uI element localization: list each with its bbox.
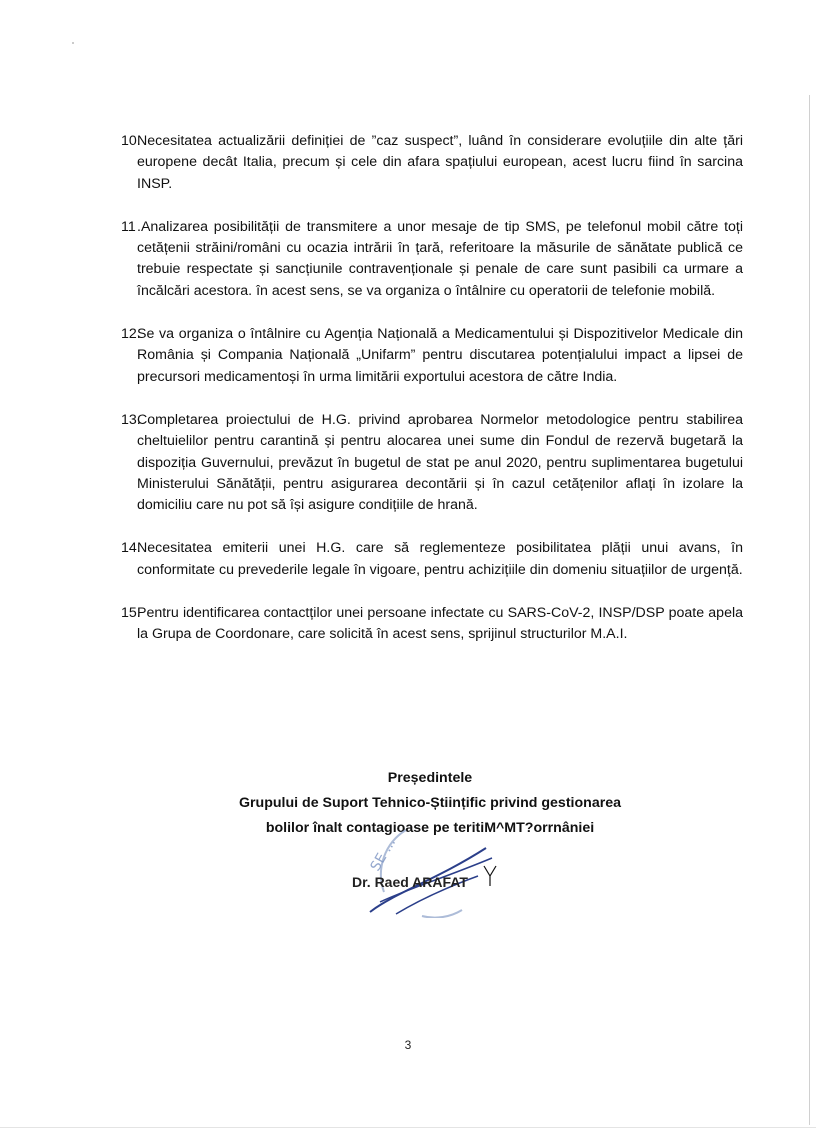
numbered-list <box>121 131 743 668</box>
page-edge-bottom <box>0 1127 816 1128</box>
item-number: 13. <box>121 411 141 428</box>
item-number: 15. <box>121 605 141 622</box>
list-item <box>121 217 743 302</box>
signature-title: Președintele <box>387 770 473 786</box>
item-text: Pentru identificarea contactților unei persoane infectate cu SARS-CoV-2, INSP/DSP poate apela la Grupa de Coordonare, care solicită în acest sens, sprijinul structurilor M.A.I. <box>137 605 743 643</box>
item-text: .Analizarea posibilității de transmitere a unor mesaje de tip SMS, pe telefonul mobil către toți cetățenii străini/români cu ocazia intrării în țară, referitoare la măsurile de sănătate publică ce trebuie respectate și sancțiunile contravenționale și penale de care sunt pasibili ca urmare a încălcări acestora. în acest sens, se va organiza o întâlnire cu operatorii de telefonie mobilă. <box>137 218 743 299</box>
list-item <box>121 603 743 646</box>
list-item <box>121 131 743 195</box>
page-number: 3 <box>404 1038 412 1052</box>
item-text: Necesitatea actualizării definiției de ”caz suspect”, luând în considerare evoluțiile din alte țări europene decât Italia, precum și cele din afara spațiului european, acest lucru fiind în sarcina INSP. <box>137 133 743 192</box>
signature-org-line2: bolilor înalt contagioase pe teritiM^MT?orrnâniei <box>265 820 595 836</box>
item-number: 12. <box>121 326 141 343</box>
signature-org-line1: Grupului de Suport Tehnico-Științific privind gestionarea <box>238 795 622 811</box>
item-text: Necesitatea emiterii unei H.G. care să reglementeze posibilitatea plății unui avans, în conformitate cu prevederile legale în vigoare, pentru achizițiile din domeniu situațiilor de urgență. <box>137 540 743 578</box>
seal-text: SE ... <box>367 835 400 874</box>
item-number: 11 <box>121 218 136 235</box>
page-edge <box>809 95 810 1125</box>
list-item <box>121 410 743 516</box>
official-seal-stamp <box>366 822 498 918</box>
item-number: 10. <box>121 133 141 149</box>
item-number: 14. <box>121 540 141 557</box>
item-text: Completarea proiectului de H.G. privind aprobarea Normelor metodologice pentru stabilirea cheltuielilor pentru carantină și pentru alocarea unei sume din Fondul de rezervă bugetară la dispoziția Guvernului, prevăzut în bugetul de stat pe anul 2020, pentru suplimentarea bugetului Ministerului Sănătății, pentru asigurarea decontării și în cazul cetățenilor aflați în izolare la domiciliu care nu pot să își asigure condițiile de hrană. <box>137 411 743 514</box>
item-text: Se va organiza o întâlnire cu Agenția Națională a Medicamentului și Dispozitivelor Medicale din România și Compania Națională „Unifarm” pentru discutarea potențialului impact a lipsei de precursori medicamentoși în urma limitării exportului acestora de către India. <box>137 326 743 385</box>
list-item <box>121 538 743 581</box>
scan-speck <box>72 42 74 44</box>
list-item <box>121 324 743 388</box>
signer-name: Dr. Raed ARAFAT <box>352 874 468 890</box>
